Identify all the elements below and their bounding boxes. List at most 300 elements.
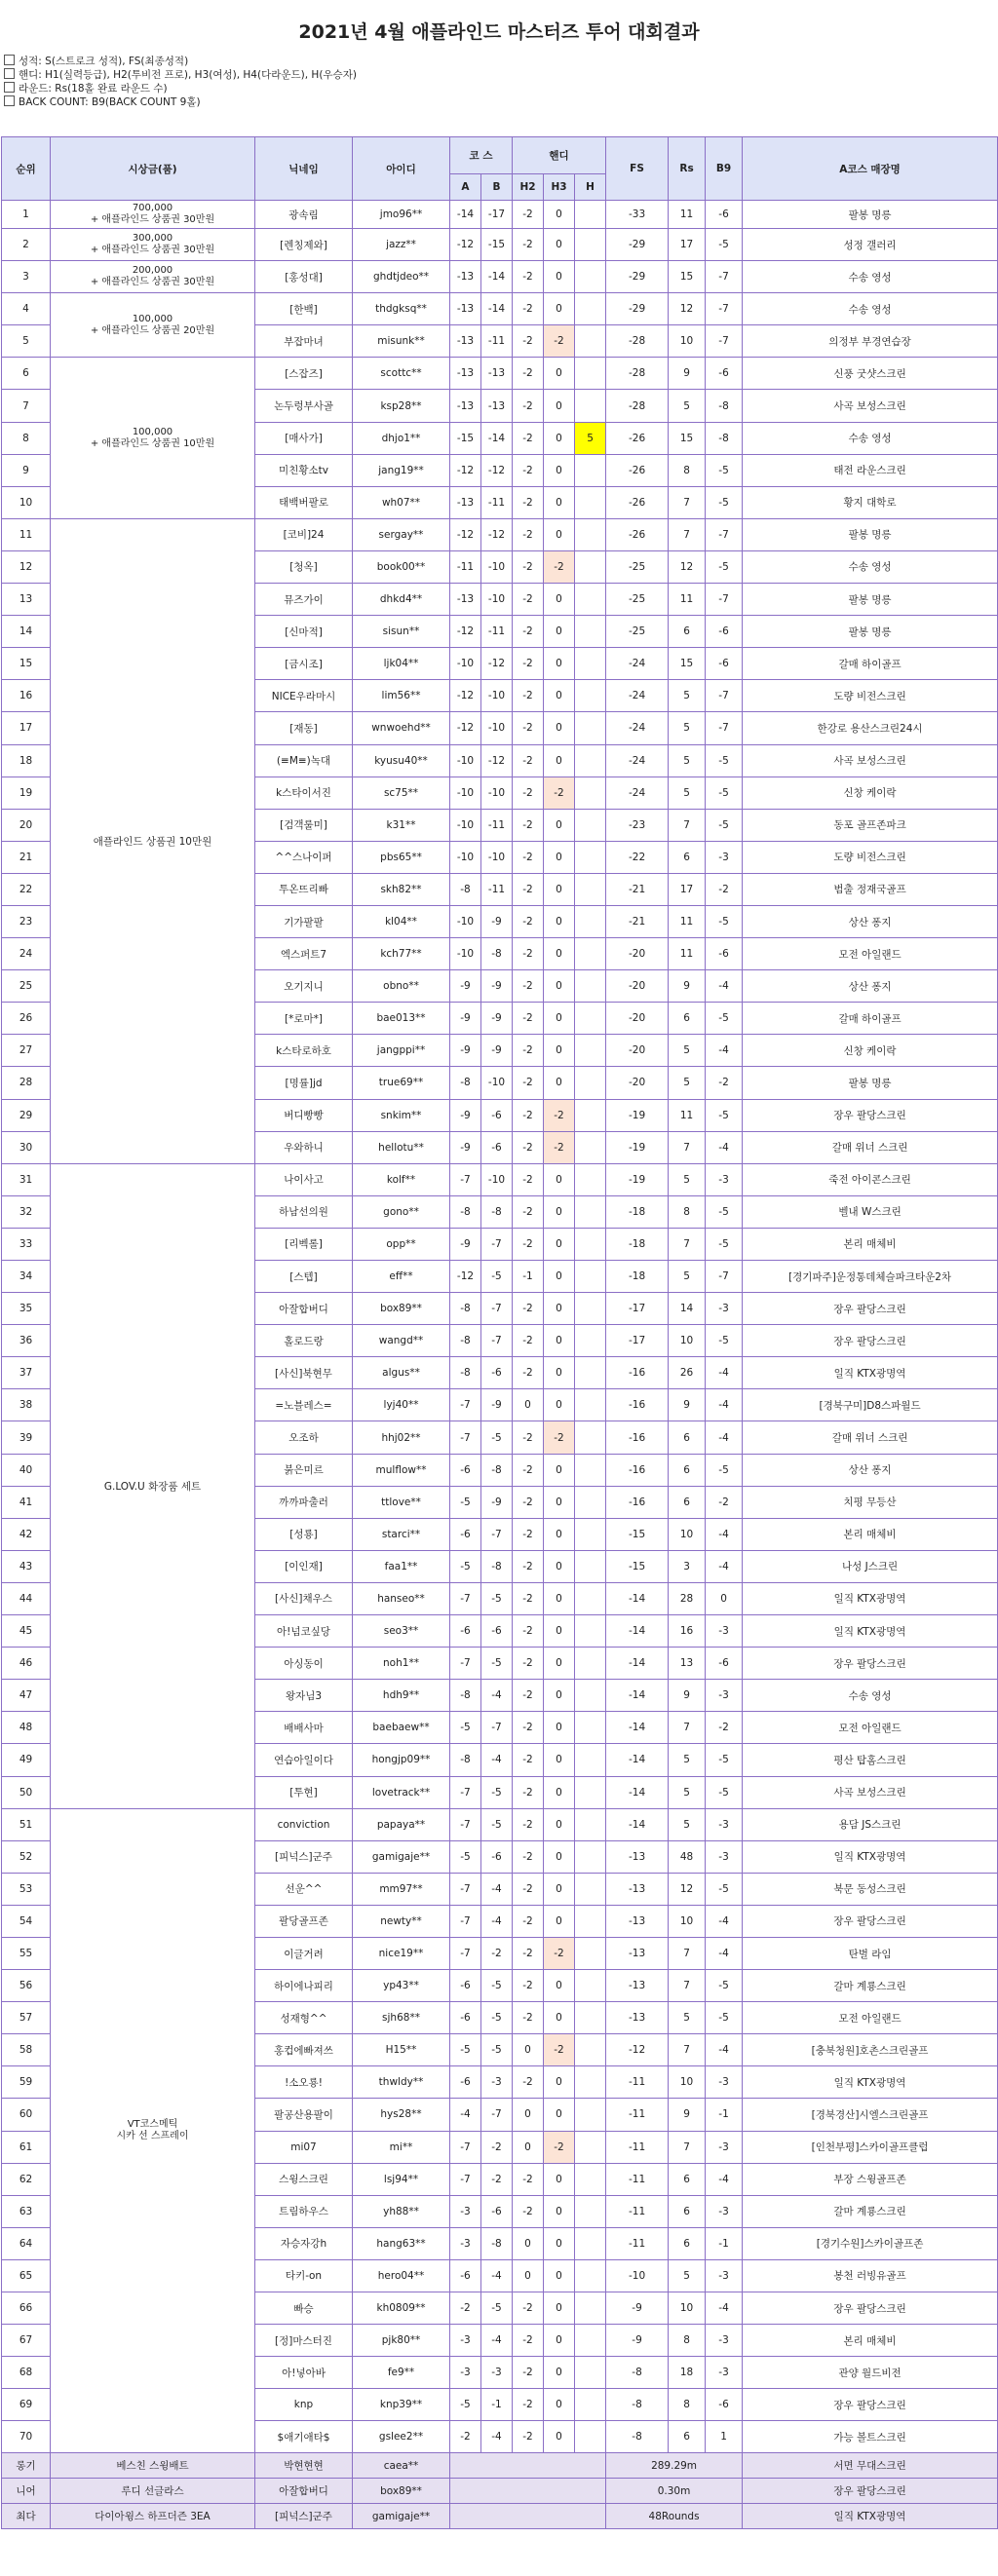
back-count-cell: -7 [706, 1261, 743, 1293]
course-a-cell: -14 [450, 201, 481, 229]
store-cell: 본리 매체비 [743, 1228, 998, 1260]
id-cell: jang19** [353, 454, 450, 486]
course-b-cell: -4 [481, 2259, 513, 2292]
handicap-h-cell [575, 1325, 606, 1357]
course-b-cell: -11 [481, 809, 513, 841]
handicap-h3-cell: -2 [544, 1937, 575, 1969]
rank-cell: 33 [2, 1228, 51, 1260]
course-a-cell: -10 [450, 809, 481, 841]
nickname-cell: 오기지니 [255, 970, 353, 1003]
course-b-cell: -6 [481, 1099, 513, 1131]
course-a-cell: -8 [450, 1357, 481, 1389]
prize-cell [51, 358, 255, 518]
rank-cell: 23 [2, 905, 51, 937]
handicap-h3-cell: 0 [544, 616, 575, 648]
handicap-h2-cell: -2 [513, 809, 544, 841]
back-count-cell: -5 [706, 905, 743, 937]
course-a-cell: -7 [450, 1776, 481, 1808]
course-b-cell: -5 [481, 1808, 513, 1840]
course-b-cell: -4 [481, 2421, 513, 2453]
header-h: H [575, 174, 606, 201]
store-cell: 신창 케이락 [743, 777, 998, 809]
handicap-h-cell [575, 777, 606, 809]
legend-item [4, 95, 998, 109]
store-cell: 동포 골프존파크 [743, 809, 998, 841]
handicap-h-cell [575, 550, 606, 583]
final-score-cell: -26 [606, 422, 669, 454]
final-score-cell: -16 [606, 1357, 669, 1389]
rank-cell: 53 [2, 1873, 51, 1905]
course-b-cell: -5 [481, 1776, 513, 1808]
award-blank [450, 2504, 606, 2529]
course-b-cell: -8 [481, 1550, 513, 1582]
rounds-cell: 10 [669, 1325, 706, 1357]
back-count-cell: -3 [706, 1293, 743, 1325]
course-a-cell: -3 [450, 2195, 481, 2227]
nickname-cell: 아!넘코싶당 [255, 1615, 353, 1648]
store-cell: 관양 월드비전 [743, 2357, 998, 2389]
nickname-cell: knp [255, 2389, 353, 2421]
handicap-h-cell [575, 261, 606, 293]
course-a-cell: -6 [450, 1518, 481, 1550]
course-a-cell: -3 [450, 2357, 481, 2389]
store-cell: 상산 퐁지 [743, 1454, 998, 1486]
handicap-h-cell [575, 1099, 606, 1131]
back-count-cell: -4 [706, 1389, 743, 1421]
back-count-cell: -4 [706, 1518, 743, 1550]
header-h3: H3 [544, 174, 575, 201]
award-store: 장우 팔당스크린 [743, 2479, 998, 2504]
handicap-h-cell [575, 809, 606, 841]
handicap-h2-cell: -2 [513, 1840, 544, 1873]
nickname-cell: [렌칭제와] [255, 229, 353, 261]
final-score-cell: -25 [606, 550, 669, 583]
handicap-h-cell [575, 2099, 606, 2131]
handicap-h3-cell: 0 [544, 1261, 575, 1293]
back-count-cell: -3 [706, 841, 743, 873]
course-b-cell: -8 [481, 2227, 513, 2259]
legend-text: BACK COUNT: B9(BACK COUNT 9홀) [19, 96, 201, 108]
back-count-cell: -3 [706, 2357, 743, 2389]
prize-cell [51, 261, 255, 293]
nickname-cell: 우와하니 [255, 1131, 353, 1163]
store-cell: 사곡 보성스크린 [743, 744, 998, 777]
back-count-cell: -7 [706, 293, 743, 325]
nickname-cell: [명률]jd [255, 1067, 353, 1099]
rank-cell: 17 [2, 712, 51, 744]
nickname-cell: 붉은미르 [255, 1454, 353, 1486]
course-b-cell: -9 [481, 1003, 513, 1035]
handicap-h2-cell: -2 [513, 1003, 544, 1035]
course-a-cell: -3 [450, 2325, 481, 2357]
rounds-cell: 5 [669, 777, 706, 809]
prize-text: 애플라인드 상품권 10만원 [93, 835, 212, 848]
rounds-cell: 48 [669, 1840, 706, 1873]
final-score-cell: -24 [606, 777, 669, 809]
handicap-h3-cell: 0 [544, 1035, 575, 1067]
store-cell: [경기수원]스카이골프존 [743, 2227, 998, 2259]
rank-cell: 69 [2, 2389, 51, 2421]
handicap-h3-cell: 0 [544, 1744, 575, 1776]
store-cell: 범출 정재국골프 [743, 873, 998, 905]
rank-cell: 26 [2, 1003, 51, 1035]
handicap-h3-cell: 0 [544, 358, 575, 390]
nickname-cell: 트림하우스 [255, 2195, 353, 2227]
rounds-cell: 6 [669, 1003, 706, 1035]
store-cell: 신풍 굿샷스크린 [743, 358, 998, 390]
final-score-cell: -20 [606, 970, 669, 1003]
back-count-cell: -1 [706, 2099, 743, 2131]
id-cell: starci** [353, 1518, 450, 1550]
back-count-cell: -3 [706, 1163, 743, 1195]
course-a-cell: -5 [450, 1486, 481, 1518]
handicap-h-cell [575, 1970, 606, 2002]
rank-cell: 67 [2, 2325, 51, 2357]
handicap-h-cell [575, 2195, 606, 2227]
rank-cell: 30 [2, 1131, 51, 1163]
rounds-cell: 11 [669, 201, 706, 229]
final-score-cell: -15 [606, 1550, 669, 1582]
rounds-cell: 5 [669, 1067, 706, 1099]
rank-cell: 65 [2, 2259, 51, 2292]
rounds-cell: 3 [669, 1550, 706, 1582]
handicap-h-cell [575, 1680, 606, 1712]
rounds-cell: 7 [669, 518, 706, 550]
nickname-cell: [리벡롤] [255, 1228, 353, 1260]
rounds-cell: 6 [669, 616, 706, 648]
id-cell: true69** [353, 1067, 450, 1099]
nickname-cell: [신마적] [255, 616, 353, 648]
table-row [2, 1163, 998, 1195]
handicap-h3-cell: 0 [544, 938, 575, 970]
handicap-h-cell [575, 1550, 606, 1582]
rounds-cell: 5 [669, 744, 706, 777]
rank-cell: 2 [2, 229, 51, 261]
handicap-h-cell [575, 293, 606, 325]
id-cell: kyusu40** [353, 744, 450, 777]
course-a-cell: -7 [450, 1937, 481, 1969]
handicap-h2-cell: -2 [513, 1905, 544, 1937]
nickname-cell: [금시조] [255, 648, 353, 680]
header-a: A [450, 174, 481, 201]
back-count-cell: -5 [706, 1003, 743, 1035]
id-cell: sc75** [353, 777, 450, 809]
handicap-h-cell [575, 1808, 606, 1840]
course-b-cell: -6 [481, 1840, 513, 1873]
final-score-cell: -23 [606, 809, 669, 841]
nickname-cell: 오조하 [255, 1421, 353, 1454]
course-b-cell: -9 [481, 970, 513, 1003]
legend-text: 라운드: Rs(18홀 완료 라운드 수) [19, 83, 168, 95]
rounds-cell: 8 [669, 2389, 706, 2421]
back-count-cell: -5 [706, 550, 743, 583]
handicap-h2-cell: -2 [513, 1035, 544, 1067]
rank-cell: 28 [2, 1067, 51, 1099]
legend [4, 55, 998, 136]
final-score-cell: -29 [606, 229, 669, 261]
course-a-cell: -11 [450, 550, 481, 583]
handicap-h2-cell: -2 [513, 1099, 544, 1131]
rounds-cell: 5 [669, 680, 706, 712]
course-a-cell: -7 [450, 2163, 481, 2195]
final-score-cell: -29 [606, 293, 669, 325]
rounds-cell: 10 [669, 2066, 706, 2099]
nickname-cell: 팔공산용팔이 [255, 2099, 353, 2131]
rank-cell: 4 [2, 293, 51, 325]
nickname-cell: [매사가] [255, 422, 353, 454]
handicap-h-cell [575, 1454, 606, 1486]
id-cell: obno** [353, 970, 450, 1003]
course-b-cell: -10 [481, 680, 513, 712]
course-a-cell: -8 [450, 1325, 481, 1357]
id-cell: gamigaje** [353, 1840, 450, 1873]
nickname-cell: ^^스나이퍼 [255, 841, 353, 873]
final-score-cell: -24 [606, 680, 669, 712]
nickname-cell: [*로마*] [255, 1003, 353, 1035]
rank-cell: 14 [2, 616, 51, 648]
final-score-cell: -26 [606, 454, 669, 486]
course-b-cell: -8 [481, 1454, 513, 1486]
course-b-cell: -12 [481, 518, 513, 550]
rounds-cell: 6 [669, 841, 706, 873]
rounds-cell: 11 [669, 905, 706, 937]
nickname-cell: 왕자님3 [255, 1680, 353, 1712]
handicap-h2-cell: -2 [513, 1163, 544, 1195]
handicap-h3-cell: 0 [544, 1712, 575, 1744]
final-score-cell: -19 [606, 1131, 669, 1163]
id-cell: kh0809** [353, 2292, 450, 2325]
rounds-cell: 7 [669, 2131, 706, 2163]
handicap-h3-cell: 0 [544, 1389, 575, 1421]
store-cell: 팔봉 명릉 [743, 1067, 998, 1099]
store-cell: 갈매 하이골프 [743, 1003, 998, 1035]
handicap-h2-cell: -2 [513, 486, 544, 518]
back-count-cell: -4 [706, 2292, 743, 2325]
nickname-cell: [재동] [255, 712, 353, 744]
back-count-cell: -5 [706, 454, 743, 486]
id-cell: hellotu** [353, 1131, 450, 1163]
course-b-cell: -7 [481, 2099, 513, 2131]
course-a-cell: -10 [450, 777, 481, 809]
final-score-cell: -13 [606, 1840, 669, 1873]
course-b-cell: -5 [481, 1970, 513, 2002]
course-b-cell: -14 [481, 422, 513, 454]
handicap-h2-cell: -2 [513, 1970, 544, 2002]
rank-cell: 25 [2, 970, 51, 1003]
handicap-h2-cell: -2 [513, 905, 544, 937]
id-cell: box89** [353, 1293, 450, 1325]
rounds-cell: 9 [669, 1389, 706, 1421]
back-count-cell: -6 [706, 938, 743, 970]
final-score-cell: -11 [606, 2099, 669, 2131]
rank-cell: 5 [2, 325, 51, 358]
rounds-cell: 7 [669, 1712, 706, 1744]
handicap-h2-cell: -2 [513, 1518, 544, 1550]
back-count-cell: -5 [706, 1228, 743, 1260]
course-b-cell: -3 [481, 2357, 513, 2389]
handicap-h-cell [575, 229, 606, 261]
store-cell: 나성 J스크린 [743, 1550, 998, 1582]
rounds-cell: 6 [669, 2163, 706, 2195]
course-a-cell: -6 [450, 1454, 481, 1486]
id-cell: gslee2** [353, 2421, 450, 2453]
handicap-h3-cell: -2 [544, 550, 575, 583]
handicap-h2-cell: -2 [513, 2325, 544, 2357]
handicap-h3-cell: -2 [544, 1421, 575, 1454]
handicap-h2-cell: -2 [513, 1873, 544, 1905]
course-b-cell: -13 [481, 390, 513, 422]
rank-cell: 29 [2, 1099, 51, 1131]
course-a-cell: -6 [450, 2259, 481, 2292]
prize-cell [51, 1163, 255, 1808]
handicap-h3-cell: 0 [544, 680, 575, 712]
handicap-h3-cell: 0 [544, 1550, 575, 1582]
nickname-cell: 엑스퍼트7 [255, 938, 353, 970]
final-score-cell: -9 [606, 2292, 669, 2325]
rounds-cell: 8 [669, 1195, 706, 1228]
store-cell: 모전 아일랜드 [743, 1712, 998, 1744]
handicap-h-cell [575, 1518, 606, 1550]
handicap-h-cell [575, 744, 606, 777]
nickname-cell: 부잡마녀 [255, 325, 353, 358]
store-cell: 팔봉 명릉 [743, 616, 998, 648]
rank-cell: 40 [2, 1454, 51, 1486]
store-cell: 부장 스윙골프존 [743, 2163, 998, 2195]
store-cell: [경기파주]운정통데체슬파크타운2차 [743, 1261, 998, 1293]
handicap-h2-cell: -2 [513, 2163, 544, 2195]
checkbox-icon [4, 95, 15, 106]
rank-cell: 61 [2, 2131, 51, 2163]
store-cell: 평산 탑홈스크린 [743, 1744, 998, 1776]
rank-cell: 68 [2, 2357, 51, 2389]
legend-text: 핸디: H1(실력등급), H2(투비전 프로), H3(여성), H4(다라운드), H(우승자) [19, 69, 357, 81]
rounds-cell: 17 [669, 873, 706, 905]
final-score-cell: -20 [606, 938, 669, 970]
id-cell: ttlove** [353, 1486, 450, 1518]
handicap-h3-cell: 0 [544, 2357, 575, 2389]
rank-cell: 9 [2, 454, 51, 486]
store-cell: 봉천 러빙유골프 [743, 2259, 998, 2292]
rounds-cell: 6 [669, 1486, 706, 1518]
handicap-h3-cell: 0 [544, 293, 575, 325]
nickname-cell: 선운^^ [255, 1873, 353, 1905]
handicap-h2-cell: 0 [513, 2131, 544, 2163]
id-cell: hero04** [353, 2259, 450, 2292]
course-b-cell: -10 [481, 712, 513, 744]
nickname-cell: [스잡즈] [255, 358, 353, 390]
handicap-h2-cell: -2 [513, 1712, 544, 1744]
header-handicap: 핸디 [513, 137, 606, 174]
course-b-cell: -11 [481, 873, 513, 905]
nickname-cell: mi07 [255, 2131, 353, 2163]
store-cell: 벨내 W스크린 [743, 1195, 998, 1228]
back-count-cell: -5 [706, 777, 743, 809]
rank-cell: 63 [2, 2195, 51, 2227]
course-b-cell: -5 [481, 2292, 513, 2325]
id-cell: ljk04** [353, 648, 450, 680]
back-count-cell: -3 [706, 2195, 743, 2227]
course-a-cell: -7 [450, 2131, 481, 2163]
award-id: box89** [353, 2479, 450, 2504]
id-cell: jmo96** [353, 201, 450, 229]
handicap-h2-cell: -2 [513, 1615, 544, 1648]
rounds-cell: 6 [669, 1454, 706, 1486]
nickname-cell: 미친황소tv [255, 454, 353, 486]
store-cell: 도량 비전스크린 [743, 680, 998, 712]
rank-cell: 58 [2, 2034, 51, 2066]
course-a-cell: -7 [450, 1905, 481, 1937]
handicap-h-cell [575, 970, 606, 1003]
final-score-cell: -9 [606, 2325, 669, 2357]
store-cell: 장우 팔당스크린 [743, 1325, 998, 1357]
rounds-cell: 11 [669, 1099, 706, 1131]
nickname-cell: k스타이서진 [255, 777, 353, 809]
course-b-cell: -11 [481, 616, 513, 648]
handicap-h2-cell: -2 [513, 1421, 544, 1454]
id-cell: hongjp09** [353, 1744, 450, 1776]
rank-cell: 51 [2, 1808, 51, 1840]
handicap-h-cell [575, 1293, 606, 1325]
handicap-h2-cell: 0 [513, 1389, 544, 1421]
handicap-h2-cell: -2 [513, 2195, 544, 2227]
back-count-cell: -6 [706, 616, 743, 648]
handicap-h-cell [575, 486, 606, 518]
handicap-h3-cell: 0 [544, 2259, 575, 2292]
course-a-cell: -13 [450, 293, 481, 325]
handicap-h3-cell: 0 [544, 1680, 575, 1712]
course-a-cell: -10 [450, 905, 481, 937]
handicap-h-cell [575, 2389, 606, 2421]
course-a-cell: -6 [450, 1970, 481, 2002]
handicap-h-cell [575, 1261, 606, 1293]
nickname-cell: 하남선의원 [255, 1195, 353, 1228]
rank-cell: 19 [2, 777, 51, 809]
handicap-h-cell [575, 1840, 606, 1873]
checkbox-icon [4, 55, 15, 65]
store-cell: 황지 대학로 [743, 486, 998, 518]
rank-cell: 7 [2, 390, 51, 422]
nickname-cell: [피넉스]군주 [255, 1840, 353, 1873]
final-score-cell: -24 [606, 648, 669, 680]
handicap-h-cell [575, 938, 606, 970]
nickname-cell: 팔당골프존 [255, 1905, 353, 1937]
handicap-h3-cell: 0 [544, 2389, 575, 2421]
table-row [2, 1808, 998, 1840]
back-count-cell: -7 [706, 325, 743, 358]
id-cell: faa1** [353, 1550, 450, 1582]
final-score-cell: -12 [606, 2034, 669, 2066]
handicap-h-cell [575, 1712, 606, 1744]
table-row [2, 358, 998, 390]
course-b-cell: -5 [481, 1421, 513, 1454]
handicap-h3-cell: 0 [544, 518, 575, 550]
back-count-cell: -4 [706, 1131, 743, 1163]
handicap-h-cell [575, 1937, 606, 1969]
handicap-h2-cell: 0 [513, 2259, 544, 2292]
store-cell: 장우 팔당스크린 [743, 1648, 998, 1680]
nickname-cell: NICE우라마시 [255, 680, 353, 712]
course-a-cell: -9 [450, 1131, 481, 1163]
back-count-cell: -6 [706, 1648, 743, 1680]
handicap-h-cell [575, 616, 606, 648]
final-score-cell: -11 [606, 2163, 669, 2195]
nickname-cell: 투온뜨리빠 [255, 873, 353, 905]
final-score-cell: -14 [606, 1744, 669, 1776]
course-b-cell: -8 [481, 1195, 513, 1228]
store-cell: 장우 팔당스크린 [743, 1905, 998, 1937]
handicap-h-cell [575, 1035, 606, 1067]
handicap-h-cell [575, 2325, 606, 2357]
